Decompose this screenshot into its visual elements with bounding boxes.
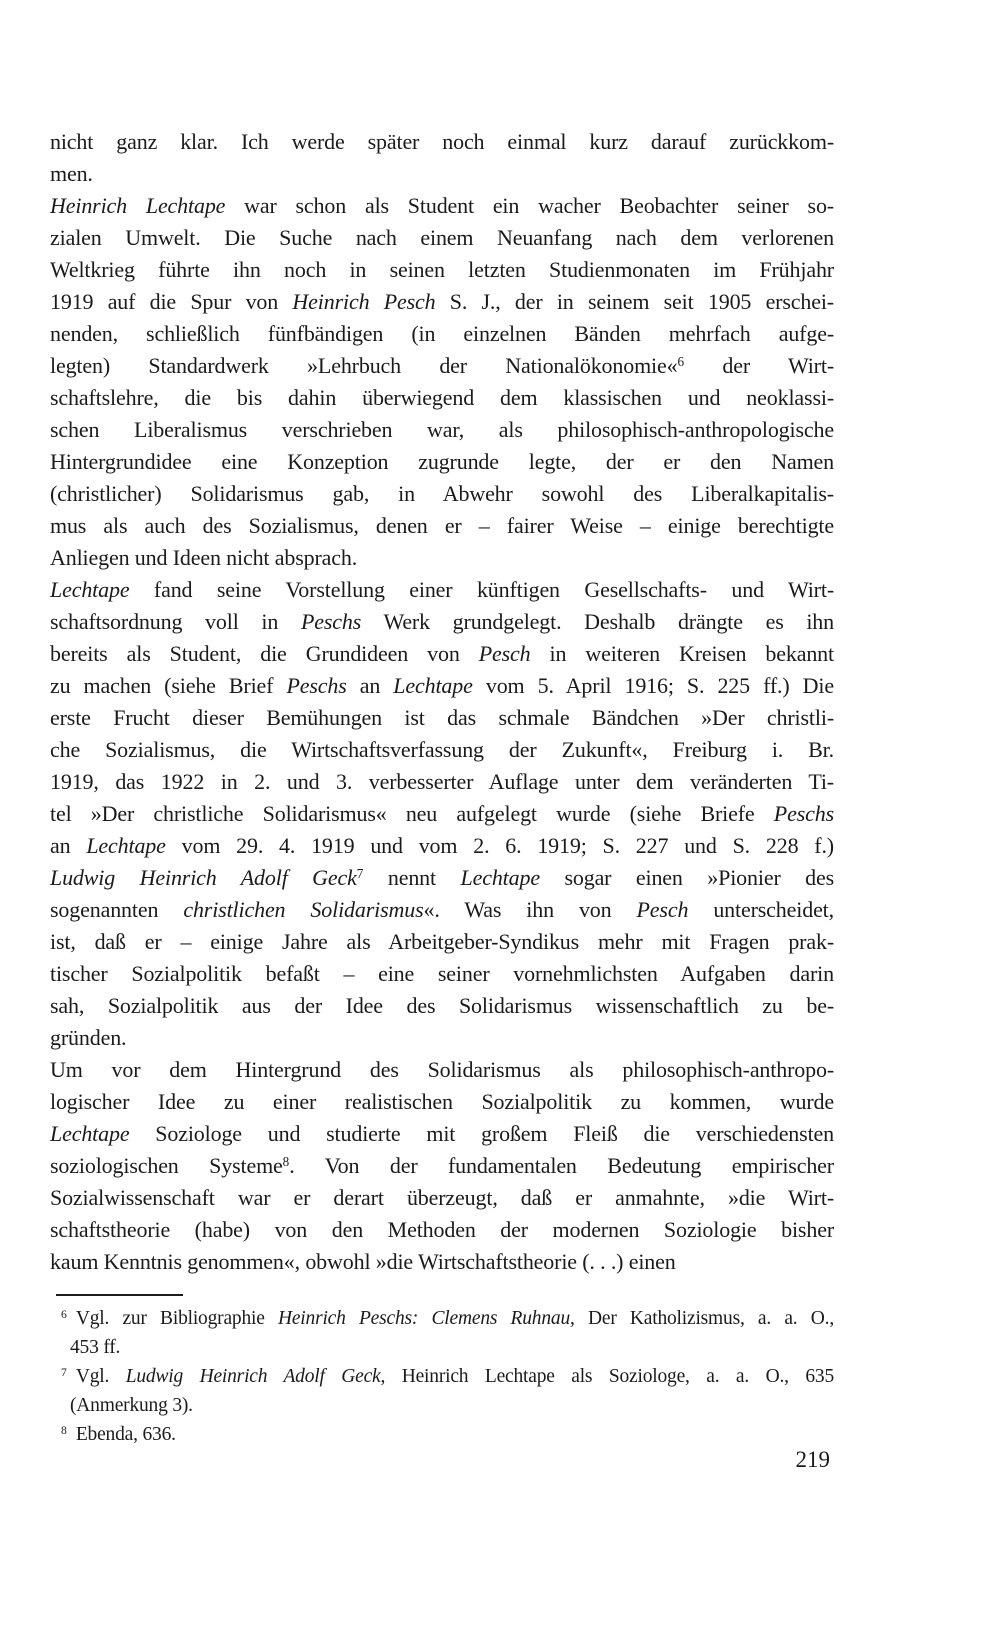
text-line: kaum Kenntnis genommen«, obwohl »die Wirtschaftstheorie (. . .) einen bbox=[50, 1249, 676, 1274]
text-line: an Lechtape vom 29. 4. 1919 und vom 2. 6. 1919; S. 227 und S. 228 f.) bbox=[50, 833, 834, 858]
text-line: soziologischen Systeme$^8$. Von der fundamentalen Bedeutung empirischer bbox=[50, 1153, 834, 1178]
footnotes bbox=[50, 1304, 834, 1449]
text-line: sogenannten christlichen Solidarismus«. Was ihn von Pesch unterscheidet, bbox=[50, 897, 834, 922]
text-line: bereits als Student, die Grundideen von Pesch in weiteren Kreisen bekannt bbox=[50, 641, 834, 666]
text-line: schen Liberalismus verschrieben war, als philosophisch-anthropologische bbox=[50, 417, 834, 442]
text-line: ist, daß er – einige Jahre als Arbeitgeber-Syndikus mehr mit Fragen prak- bbox=[50, 929, 834, 954]
text-line: Um vor dem Hintergrund des Solidarismus als philosophisch-anthropo- bbox=[50, 1057, 834, 1082]
text-line: logischer Idee zu einer realistischen Sozialpolitik zu kommen, wurde bbox=[50, 1089, 834, 1114]
text-line: (Anmerkung 3). bbox=[70, 1395, 193, 1416]
text-line: zu machen (siehe Brief Peschs an Lechtape vom 5. April 1916; S. 225 ff.) Die bbox=[50, 673, 834, 698]
text-line: schaftstheorie (habe) von den Methoden der modernen Soziologie bisher bbox=[50, 1217, 834, 1242]
footnote-number: 6 bbox=[61, 1308, 67, 1322]
text-line: $^6$ Vgl. zur Bibliographie Heinrich Peschs: Clemens Ruhnau, Der Katholizismus, a. a. O., bbox=[61, 1308, 834, 1329]
text-line: Lechtape Soziologe und studierte mit großem Fleiß die verschiedensten bbox=[50, 1121, 834, 1146]
footnote-divider bbox=[56, 1294, 183, 1296]
body-text bbox=[50, 126, 834, 1278]
text-line: men. bbox=[50, 161, 93, 186]
text-line: schaftslehre, die bis dahin überwiegend dem klassischen und neoklassi- bbox=[50, 385, 834, 410]
text-line: che Sozialismus, die Wirtschaftsverfassung der Zukunft«, Freiburg i. Br. bbox=[50, 737, 834, 762]
text-line: Weltkrieg führte ihn noch in seinen letzten Studienmonaten im Frühjahr bbox=[50, 257, 834, 282]
text-line: Ludwig Heinrich Adolf Geck$^7$ nennt Lechtape sogar einen »Pionier des bbox=[50, 865, 835, 890]
text-line: mus als auch des Sozialismus, denen er – fairer Weise – einige berechtigte bbox=[50, 513, 834, 538]
text-line: tel »Der christliche Solidarismus« neu aufgelegt wurde (siehe Briefe Peschs bbox=[50, 801, 834, 826]
page-number: 219 bbox=[795, 1447, 830, 1472]
text-line: zialen Umwelt. Die Suche nach einem Neuanfang nach dem verlorenen bbox=[50, 225, 834, 250]
text-line: erste Frucht dieser Bemühungen ist das schmale Bändchen »Der christli- bbox=[50, 705, 834, 730]
text-line: Hintergrundidee eine Konzeption zugrunde legte, der er den Namen bbox=[50, 449, 834, 474]
text-line: Heinrich Lechtape war schon als Student ein wacher Beobachter seiner so- bbox=[50, 193, 834, 218]
text-line: 1919 auf die Spur von Heinrich Pesch S. J., der in seinem seit 1905 erschei- bbox=[50, 289, 834, 314]
text-line: Lechtape fand seine Vorstellung einer künftigen Gesellschafts- und Wirt- bbox=[50, 577, 834, 602]
text-line: Anliegen und Ideen nicht absprach. bbox=[50, 545, 358, 570]
text-line: $^8$ Ebenda, 636. bbox=[61, 1424, 176, 1445]
text-line: $^7$ Vgl. Ludwig Heinrich Adolf Geck, Heinrich Lechtape als Soziologe, a. a. O., 635 bbox=[61, 1366, 834, 1387]
text-line: gründen. bbox=[50, 1025, 127, 1050]
text-line: nicht ganz klar. Ich werde später noch einmal kurz darauf zurückkom- bbox=[50, 129, 834, 154]
text-line: sah, Sozialpolitik aus der Idee des Solidarismus wissenschaftlich zu be- bbox=[50, 993, 834, 1018]
footnote-number: 7 bbox=[61, 1366, 67, 1380]
text-line: tischer Sozialpolitik befaßt – eine seiner vornehmlichsten Aufgaben darin bbox=[50, 961, 834, 986]
text-line: Sozialwissenschaft war er derart überzeugt, daß er anmahnte, »die Wirt- bbox=[50, 1185, 834, 1210]
text-line: 1919, das 1922 in 2. und 3. verbesserter Auflage unter dem veränderten Ti- bbox=[50, 769, 834, 794]
text-line: legten) Standardwerk »Lehrbuch der Nationalökonomie«$^6$ der Wirt- bbox=[50, 353, 834, 378]
text-line: (christlicher) Solidarismus gab, in Abwehr sowohl des Liberalkapitalis- bbox=[50, 481, 834, 506]
text-line: 453 ff. bbox=[70, 1337, 121, 1358]
text-line: schaftsordnung voll in Peschs Werk grundgelegt. Deshalb drängte es ihn bbox=[50, 609, 835, 634]
text-line: nenden, schließlich fünfbändigen (in einzelnen Bänden mehrfach aufge- bbox=[50, 321, 834, 346]
footnote-number: 8 bbox=[61, 1424, 67, 1438]
